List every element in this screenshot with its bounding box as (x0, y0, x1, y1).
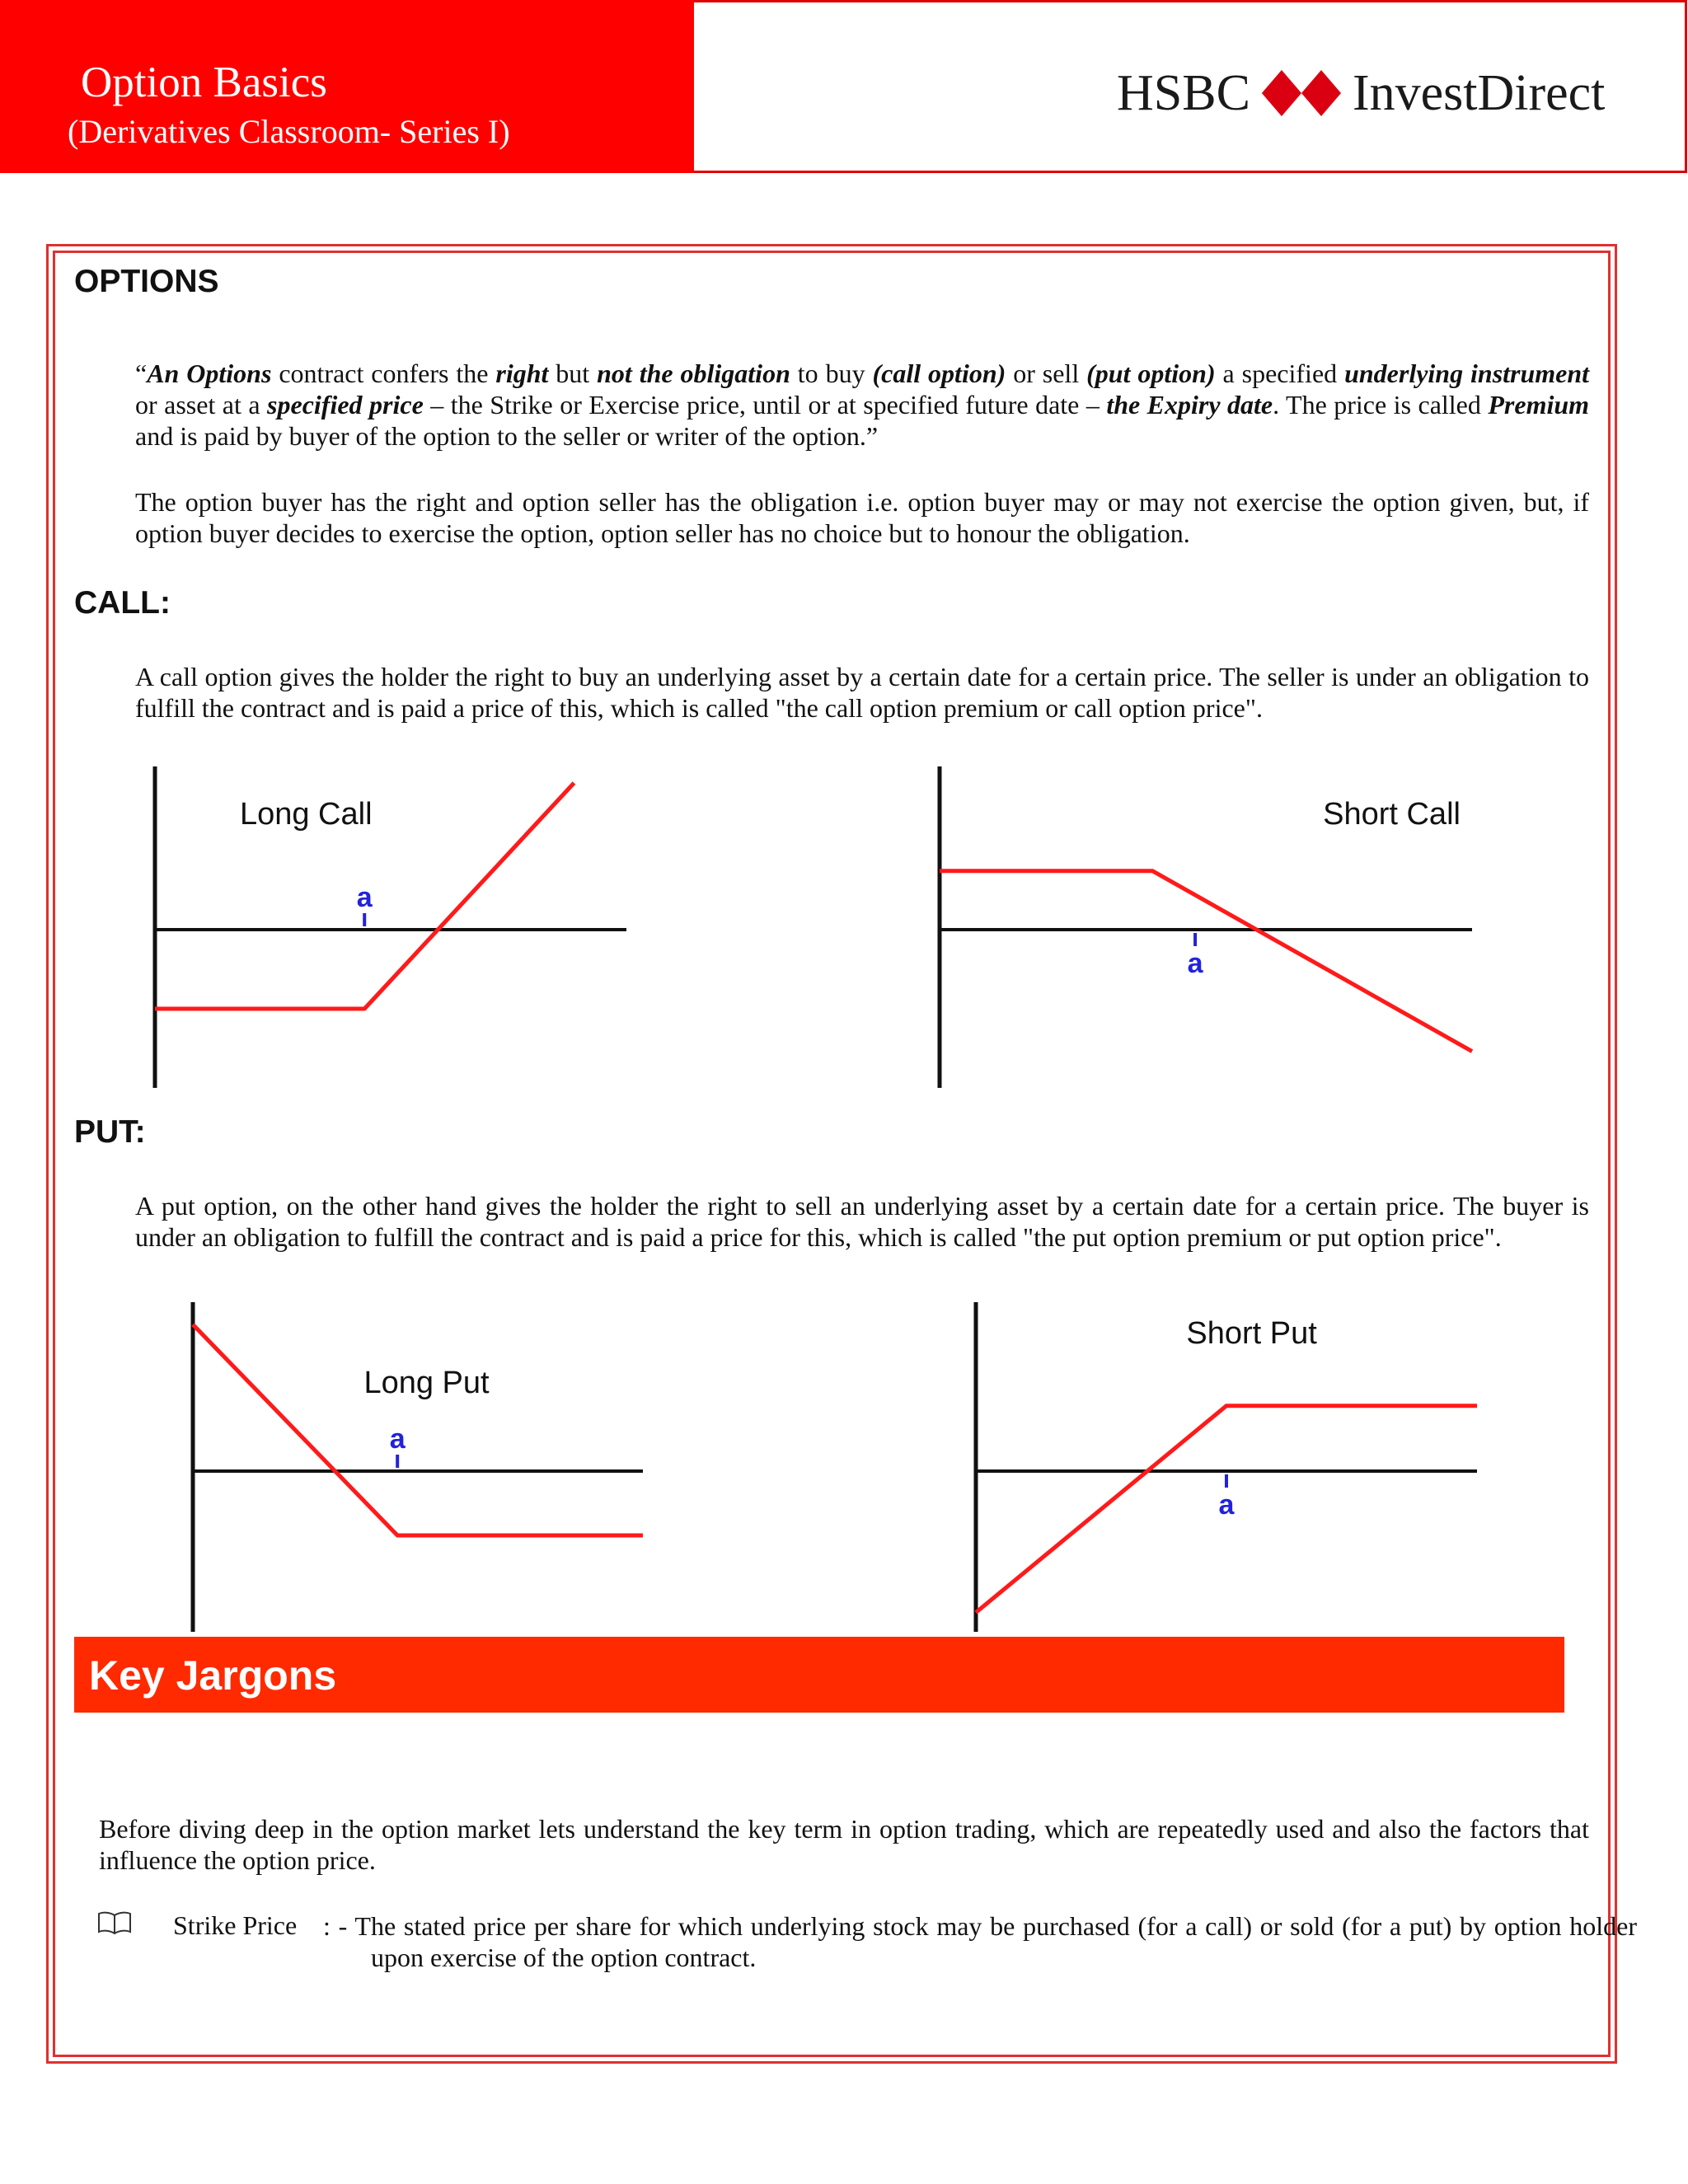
strike-label: a (1218, 1489, 1235, 1521)
call-heading: CALL: (74, 585, 171, 621)
options-definition-part: . The price is called (1273, 390, 1489, 419)
logo-text-investdirect: InvestDirect (1352, 64, 1606, 121)
strike-label: a (356, 882, 373, 913)
options-definition-part: the Expiry date (1106, 390, 1273, 419)
options-definition-part: specified price (267, 390, 424, 419)
key-jargons-heading: Key Jargons (89, 1652, 337, 1699)
options-definition-part: not the obligation (597, 359, 790, 388)
options-definition (135, 358, 1589, 452)
options-heading: OPTIONS (74, 264, 219, 299)
options-definition-part: (put option) (1086, 359, 1216, 388)
options-definition-part: or asset at a (135, 390, 268, 419)
page-subtitle: (Derivatives Classroom- Series I) (68, 113, 510, 150)
options-definition-part: contract confers the (271, 359, 496, 388)
chart-title: Long Put (363, 1366, 490, 1400)
long-call-chart (124, 758, 651, 1104)
payoff-line (193, 1324, 643, 1535)
page-title: Option Basics (81, 59, 327, 106)
term-strike-price-name: Strike Price (173, 1910, 298, 1940)
logo-text-hsbc: HSBC (1117, 64, 1250, 121)
options-definition-part: and is paid by buyer of the option to the seller or writer of the option.” (135, 421, 879, 451)
options-definition-part: right (495, 359, 549, 388)
options-definition-part: but (548, 359, 598, 388)
options-paragraph-2: The option buyer has the right and option seller has the obligation i.e. option buyer may or may not exercise the option given, but, if option buyer decides to exercise the option, option seller has no choice but to honour the obligation. (135, 487, 1589, 548)
put-heading: PUT: (74, 1114, 146, 1150)
options-definition-part: Premium (1488, 390, 1590, 419)
options-definition-part: “ (135, 359, 148, 388)
hsbc-hexagon-icon (1262, 70, 1341, 116)
options-definition-part: An Options (147, 359, 272, 388)
payoff-line (940, 871, 1472, 1052)
chart-title: Long Call (239, 797, 373, 832)
book-icon (97, 1910, 132, 1935)
key-jargons-banner (74, 1637, 1564, 1713)
options-definition-part: underlying instrument (1344, 359, 1590, 388)
options-definition-part: to buy (790, 359, 873, 388)
key-jargons-intro: Before diving deep in the option market lets understand the key term in option trading, which are repeatedly used and also the factors that influence the option price. (99, 1814, 1589, 1875)
strike-label: a (389, 1423, 406, 1455)
call-paragraph: A call option gives the holder the right to buy an underlying asset by a certain date for a certain price. The seller is under an obligation to fulfill the contract and is paid a price of this, which is called "the call option premium or call option price". (135, 662, 1589, 723)
put-paragraph: A put option, on the other hand gives the holder the right to sell an underlying asset by a certain date for a certain price. The buyer is under an obligation to fulfill the contract and is paid a price for this, which is called "the put option premium or put option price". (135, 1191, 1589, 1252)
options-definition-part: or sell (1006, 359, 1087, 388)
chart-title: Short Call (1323, 797, 1461, 832)
hsbc-logo (1117, 64, 1605, 122)
term-strike-price-definition: : - The stated price per share for which underlying stock may be purchased (for a call) or sold (for a put) by option holder upon exercise of the option contract. (323, 1911, 1637, 1972)
chart-title: Short Put (1186, 1316, 1317, 1351)
options-definition-part: (call option) (872, 359, 1006, 388)
strike-label: a (1187, 948, 1203, 979)
short-put-chart (940, 1286, 1517, 1640)
short-call-chart (915, 758, 1492, 1104)
options-definition-part: a specified (1215, 359, 1345, 388)
options-definition-part: – the Strike or Exercise price, until or at specified future date – (423, 390, 1107, 419)
long-put-chart (148, 1286, 676, 1640)
